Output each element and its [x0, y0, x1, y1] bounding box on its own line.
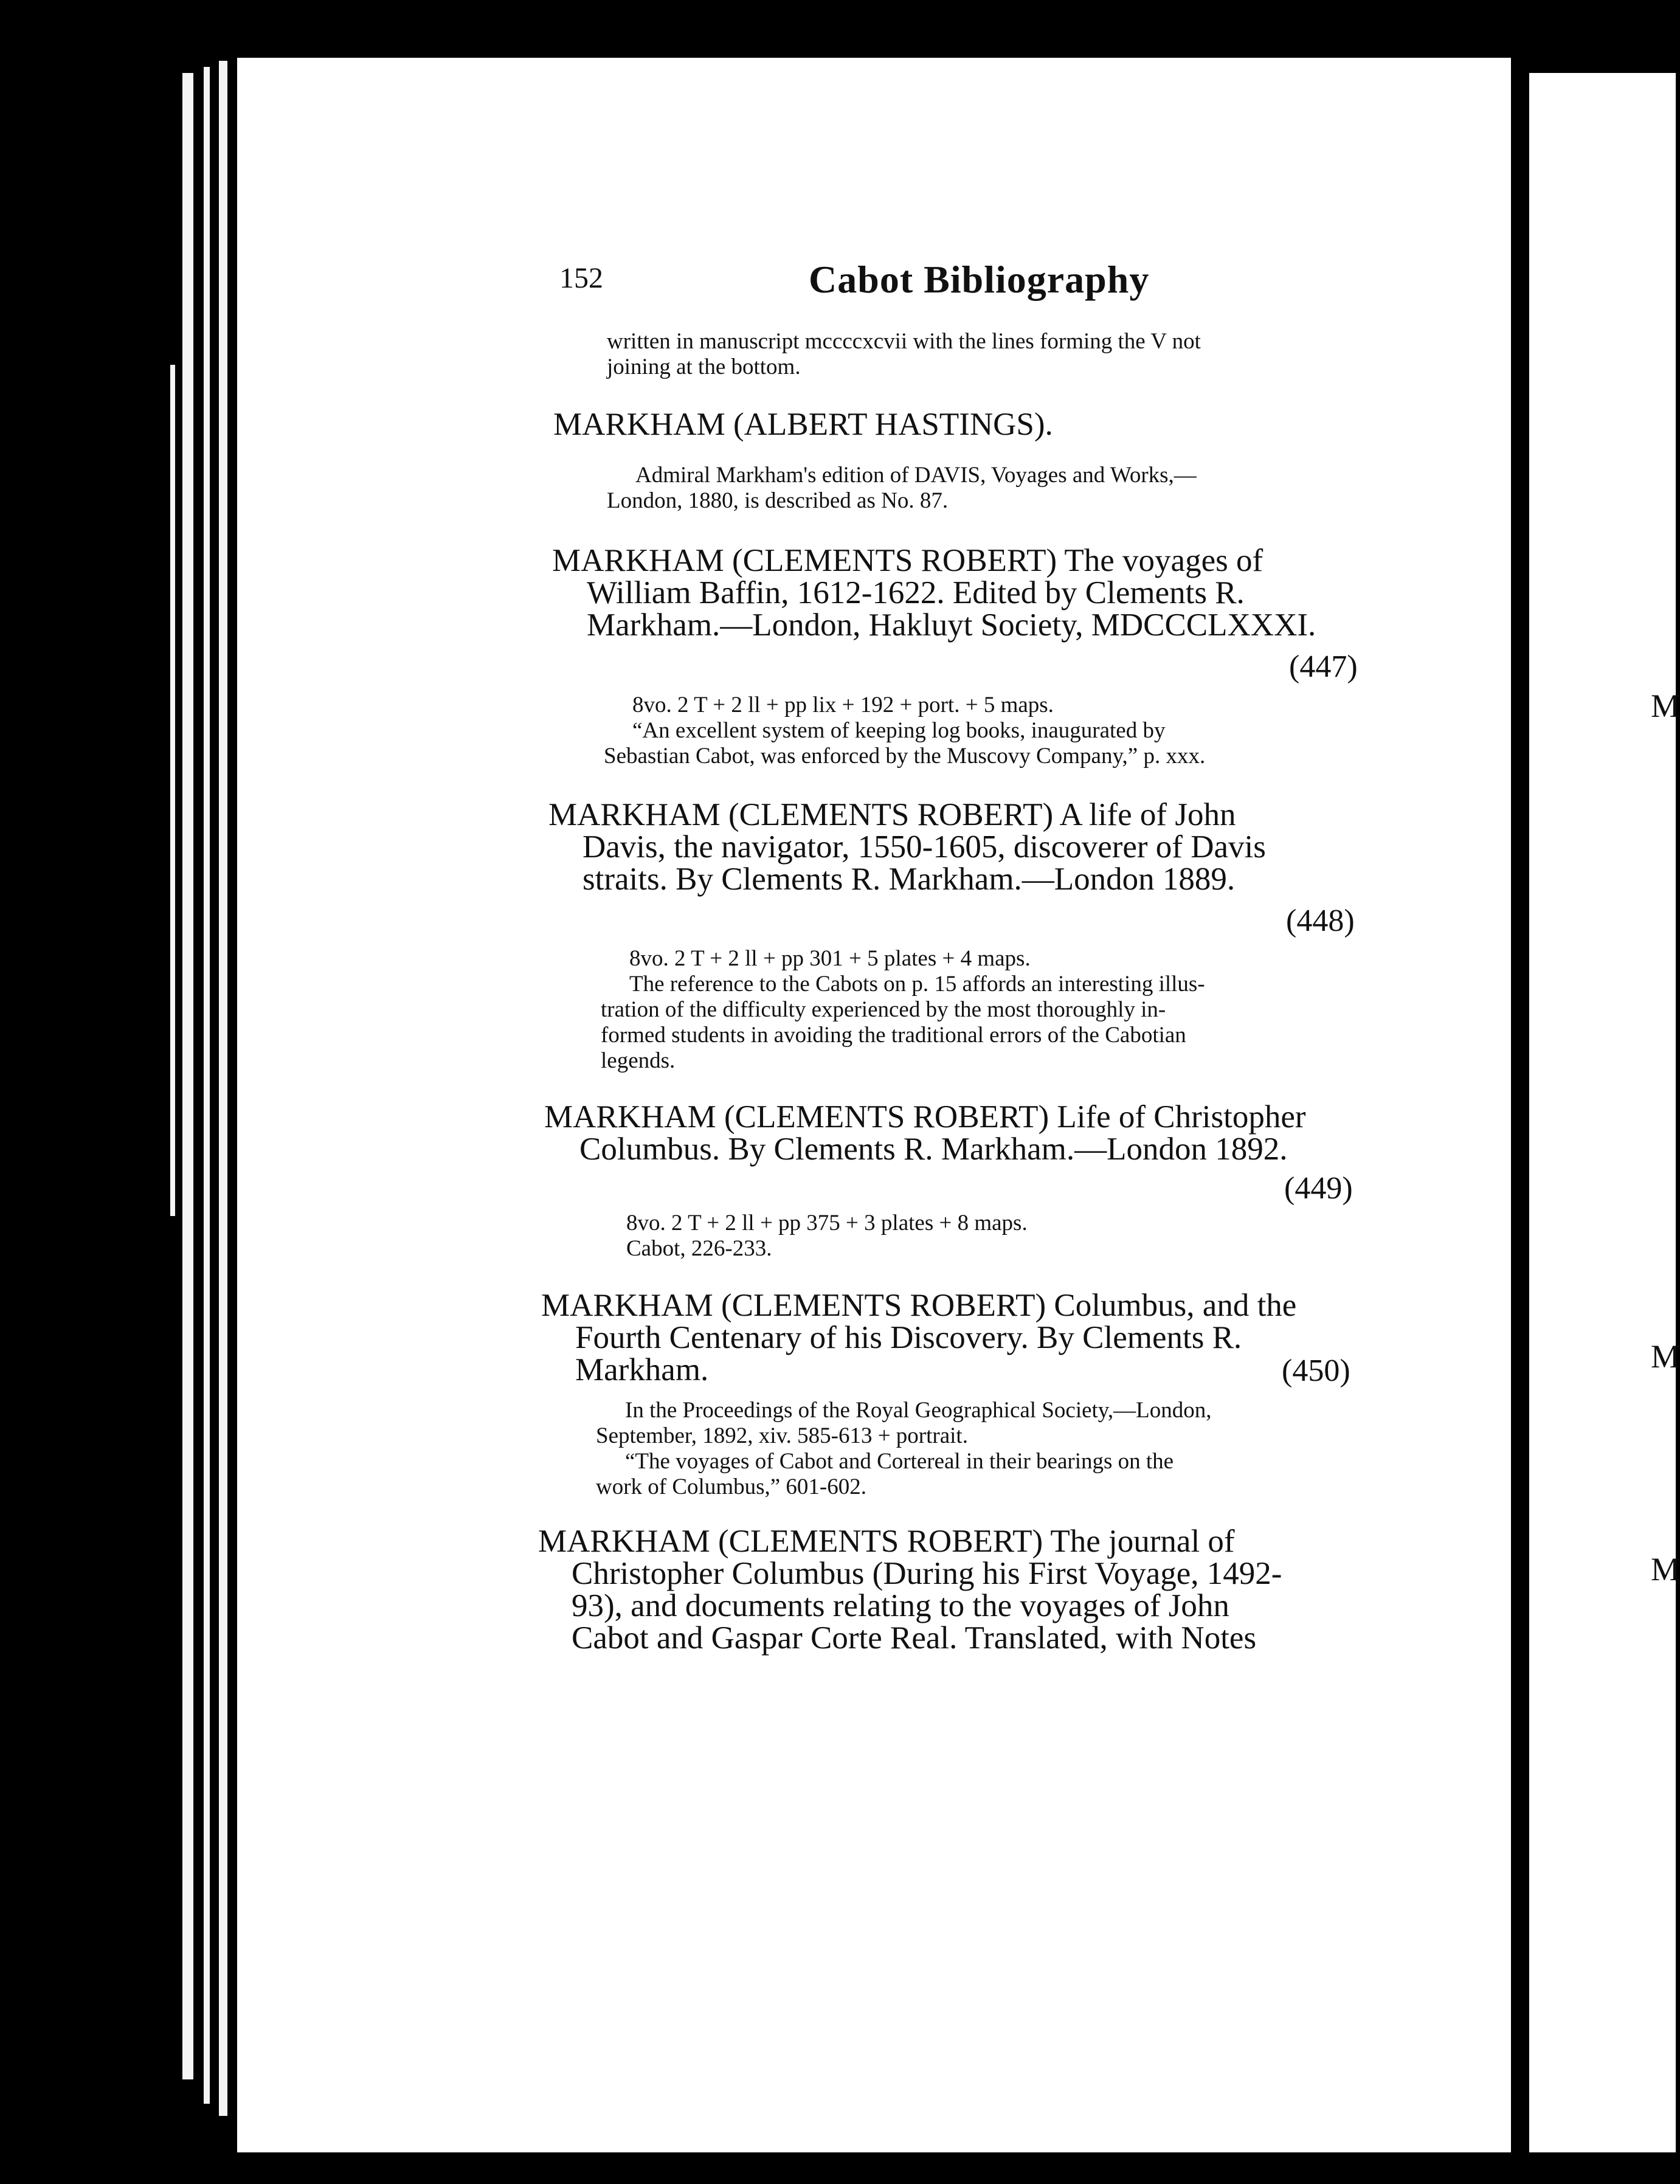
- entry-note: September, 1892, xiv. 585-613 + portrait.: [596, 1423, 968, 1448]
- entry-heading: MARKHAM (CLEMENTS ROBERT) The journal of: [538, 1524, 1235, 1559]
- entry-note: London, 1880, is described as No. 87.: [607, 488, 949, 513]
- facing-page: [1529, 73, 1680, 2152]
- page-number: 152: [559, 262, 603, 294]
- entry-heading: MARKHAM (CLEMENTS ROBERT) The voyages of: [552, 543, 1263, 578]
- entry-line: Davis, the navigator, 1550-1605, discoverer of Davis: [582, 829, 1266, 865]
- facing-page-letter: M: [1651, 1551, 1680, 1588]
- entry-line: Christopher Columbus (During his First Voyage, 1492-: [572, 1556, 1282, 1591]
- entry-note: The reference to the Cabots on p. 15 affords an interesting illus-: [629, 972, 1205, 997]
- entry-note: formed students in avoiding the traditional errors of the Cabotian: [601, 1023, 1186, 1048]
- entry-line: Columbus. By Clements R. Markham.—London 1892.: [579, 1132, 1288, 1167]
- entry-note: “An excellent system of keeping log books, inaugurated by: [632, 718, 1166, 743]
- entry-note: Sebastian Cabot, was enforced by the Muscovy Company,” p. xxx.: [604, 744, 1206, 769]
- gutter: [1511, 61, 1529, 2152]
- entry-line: Fourth Centenary of his Discovery. By Clements R.: [575, 1320, 1242, 1355]
- entry-note: “The voyages of Cabot and Cortereal in their bearings on the: [625, 1449, 1174, 1474]
- entry-note: In the Proceedings of the Royal Geographical Society,—London,: [625, 1398, 1212, 1423]
- facing-page-letter: M: [1651, 688, 1680, 724]
- entry-note: Admiral Markham's edition of DAVIS, Voyages and Works,—: [635, 463, 1197, 488]
- book-page: [237, 58, 1511, 2152]
- entry-note: legends.: [601, 1048, 676, 1073]
- entry-line: William Baffin, 1612-1622. Edited by Clements R.: [587, 575, 1245, 610]
- book-edge: [0, 0, 243, 2184]
- entry-number: (447): [1289, 649, 1358, 684]
- entry-note: work of Columbus,” 601-602.: [596, 1474, 866, 1499]
- entry-number: (448): [1286, 904, 1355, 938]
- entry-line: Markham.—London, Hakluyt Society, MDCCCLXXXI.: [587, 607, 1316, 643]
- intro-line: joining at the bottom.: [607, 354, 801, 379]
- entry-note: Cabot, 226-233.: [626, 1236, 772, 1261]
- entry-heading: MARKHAM (CLEMENTS ROBERT) A life of John: [548, 797, 1236, 832]
- entry-number: (449): [1284, 1171, 1353, 1206]
- entry-heading: MARKHAM (ALBERT HASTINGS).: [553, 407, 1053, 442]
- entry-heading: MARKHAM (CLEMENTS ROBERT) Columbus, and the: [541, 1288, 1297, 1323]
- facing-page-letter: M: [1651, 1338, 1680, 1375]
- running-head: Cabot Bibliography: [809, 258, 1150, 301]
- entry-note: 8vo. 2 T + 2 ll + pp 375 + 3 plates + 8 maps.: [626, 1211, 1028, 1235]
- entry-line: straits. By Clements R. Markham.—London 1889.: [582, 862, 1236, 897]
- entry-note: 8vo. 2 T + 2 ll + pp lix + 192 + port. + 5 maps.: [632, 693, 1054, 717]
- entry-line: 93), and documents relating to the voyages of John: [572, 1588, 1229, 1623]
- intro-line: written in manuscript mccccxcvii with the lines forming the V not: [607, 329, 1201, 354]
- entry-note: 8vo. 2 T + 2 ll + pp 301 + 5 plates + 4 maps.: [629, 946, 1031, 971]
- entry-line: Markham.: [575, 1352, 709, 1387]
- entry-note: tration of the difficulty experienced by the most thoroughly in-: [601, 997, 1166, 1022]
- entry-heading: MARKHAM (CLEMENTS ROBERT) Life of Christopher: [544, 1099, 1306, 1135]
- entry-line: Cabot and Gaspar Corte Real. Translated, with Notes: [572, 1620, 1257, 1656]
- entry-number: (450): [1282, 1353, 1350, 1388]
